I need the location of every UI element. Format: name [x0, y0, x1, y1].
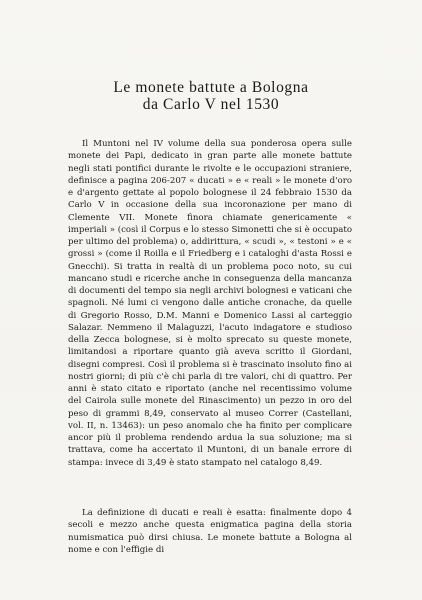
- page-title-line-2: da Carlo V nel 1530: [142, 96, 280, 113]
- body-paragraph-2: La definizione di ducati e reali è esatta: finalmente dopo 4 secoli e mezzo anche questa enigmatica pagina della storia numismatica può dirsi chiusa. Le monete battute a Bologna al nome e con l'effigie di: [68, 508, 352, 555]
- page-title-line-1: Le monete battute a Bologna: [113, 79, 309, 96]
- body-paragraph-1: Il Muntoni nel IV volume della sua ponderosa opera sulle monete dei Papi, dedicato in gran parte alle monete battute negli stati pontifici durante le rivolte e le occupazioni straniere, definisce a pagina 206-207 « ducati » e « reali » le monete d'oro e d'argento gettate al popolo bolognese il 24 febbraio 1530 da Carlo V in occasione della sua incoronazione per mano di Clemente VII. Monete finora chiamate genericamente « imperiali » (così il Corpus e lo stesso Simonetti che si è occupato per ultimo del problema) o, addirittura, « scudi », « testoni » e « grossi » (come il Roilla e il Friedberg e i cataloghi d'asta Rossi e Gnecchi). Si tratta in realtà di un problema poco noto, su cui mancano studi e ricerche anche in conseguenza della mancanza di documenti del tempo sia negli archivi bolognesi e vaticani che spagnoli. Né lumi ci vengono dalle antiche cronache, da quelle di Gregorio Rosso, D.M. Manni e Domenico Lassi al carteggio Salazar. Nemmeno il Malaguzzi, l'acuto indagatore e studioso della Zecca bolognese, si è molto sprecato su queste monete, limitandosi a riportare quanto già aveva scritto il Giordani, disegni compresi. Così il problema si è trascinato insoluto fino ai nostri giorni; di più c'è chi parla di tre valori, chi di quattro. Per anni è stato citato e riportato (anche nel recentissimo volume del Cairola sulle monete del Rinascimento) un pezzo in oro del peso di grammi 8,49, conservato al museo Correr (Castellani, vol. II, n. 13463): un peso anomalo che ha finito per complicare ancor più il problema rendendo ardua la sua soluzione; ma si trattava, come ha accertato il Muntoni, di un banale errore di stampa: invece di 3,49 è stato stampato nel catalogo 8,49.: [68, 139, 352, 468]
